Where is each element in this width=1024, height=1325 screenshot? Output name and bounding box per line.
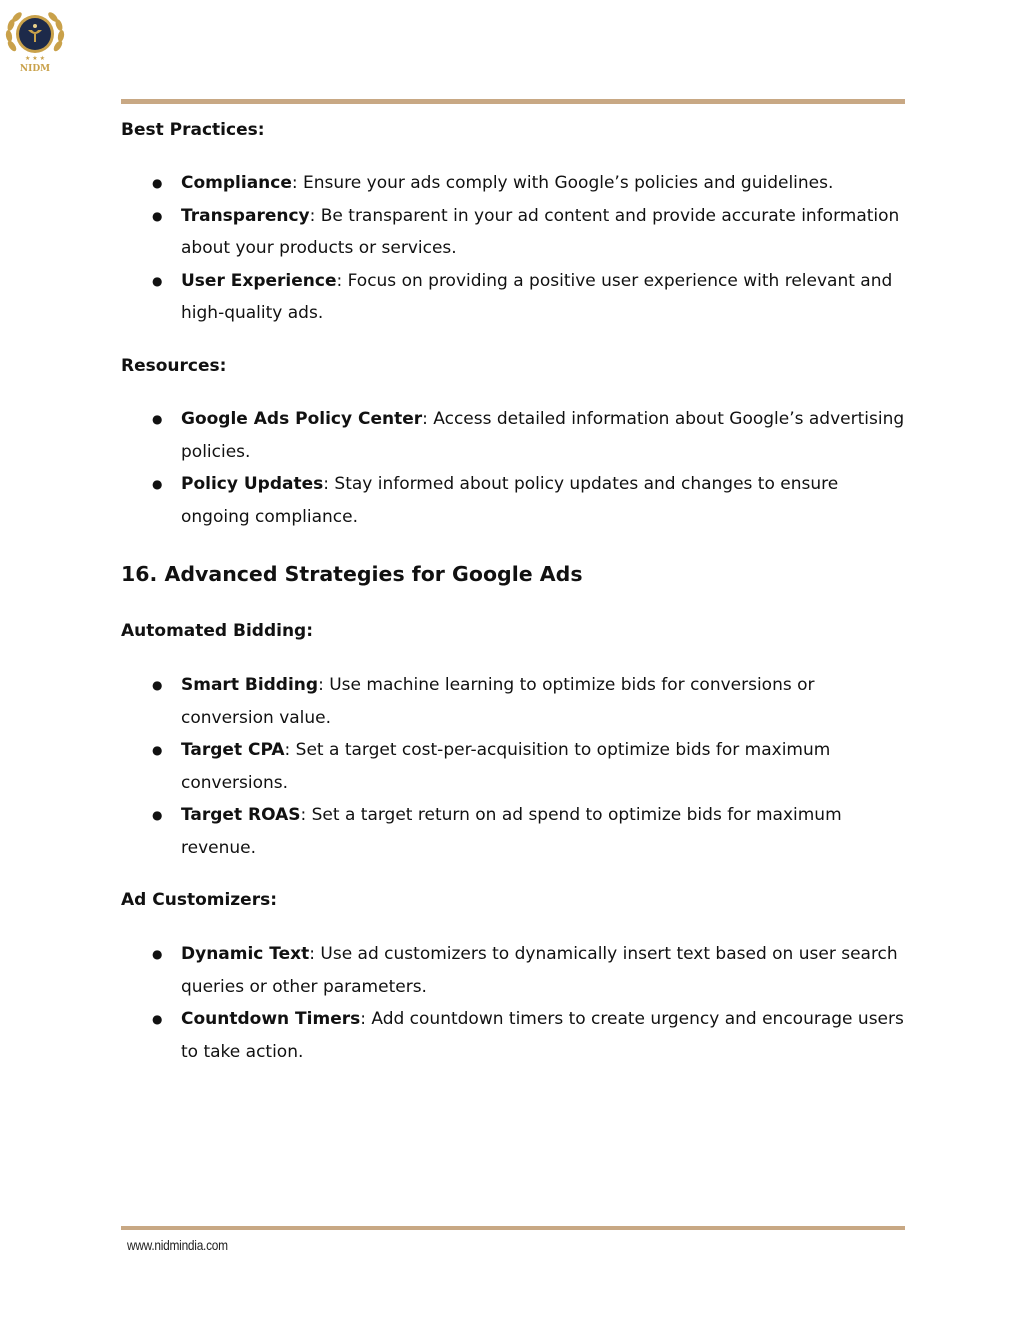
item-term: Policy Updates: [181, 474, 324, 495]
item-desc: : Set a target cost-per-acquisition to optimize bids for maximum conversions.: [181, 740, 831, 793]
item-desc: : Stay informed about policy updates and changes to ensure ongoing compliance.: [181, 474, 839, 527]
best-practices-list: [121, 167, 911, 330]
item-term: Compliance: [181, 173, 292, 193]
list-item: [121, 200, 911, 265]
ad-customizers-list: [121, 938, 911, 1068]
svg-text:★ ★ ★: ★ ★ ★: [25, 55, 45, 62]
ad-customizers-heading: Ad Customizers:: [121, 890, 278, 910]
list-item: [121, 734, 911, 799]
item-term: Target CPA: [181, 740, 285, 761]
list-item: [121, 265, 911, 330]
list-item: [121, 669, 911, 734]
item-desc: : Ensure your ads comply with Google’s policies and guidelines.: [291, 173, 834, 193]
item-term: Smart Bidding: [181, 675, 319, 695]
item-desc: : Use machine learning to optimize bids for conversions or conversion value.: [181, 675, 815, 728]
chapter-heading: 16. Advanced Strategies for Google Ads: [121, 562, 583, 586]
resources-list: [121, 403, 911, 533]
list-item: [121, 468, 911, 533]
resources-heading: Resources:: [121, 356, 227, 376]
item-desc: : Be transparent in your ad content and provide accurate information about your products or services.: [181, 205, 900, 259]
item-term: Transparency: [181, 205, 310, 226]
item-desc: : Focus on providing a positive user experience with relevant and high-quality ads.: [181, 270, 893, 324]
list-item: [121, 799, 911, 864]
automated-bidding-heading: Automated Bidding:: [121, 621, 314, 641]
nidm-logo: [4, 8, 66, 74]
item-desc: : Access detailed information about Google’s advertising policies.: [181, 409, 905, 462]
footer-url[interactable]: www.nidmindia.com: [127, 1237, 228, 1253]
item-desc: : Use ad customizers to dynamically insert text based on user search queries or other parameters.: [181, 944, 898, 997]
list-item: [121, 167, 911, 200]
best-practices-heading: Best Practices:: [121, 120, 265, 140]
list-item: [121, 938, 911, 1003]
list-item: [121, 403, 911, 468]
item-term: User Experience: [181, 270, 337, 291]
automated-bidding-list: [121, 669, 911, 865]
item-term: Google Ads Policy Center: [181, 409, 423, 429]
item-term: Dynamic Text: [181, 944, 310, 964]
item-term: Countdown Timers: [181, 1009, 361, 1030]
list-item: [121, 1003, 911, 1068]
header-divider: [121, 99, 905, 104]
item-desc: : Set a target return on ad spend to optimize bids for maximum revenue.: [181, 805, 842, 858]
item-desc: : Add countdown timers to create urgency and encourage users to take action.: [181, 1009, 904, 1062]
item-term: Target ROAS: [181, 805, 301, 826]
svg-text:NIDM: NIDM: [19, 64, 51, 74]
footer-divider: [121, 1226, 905, 1230]
